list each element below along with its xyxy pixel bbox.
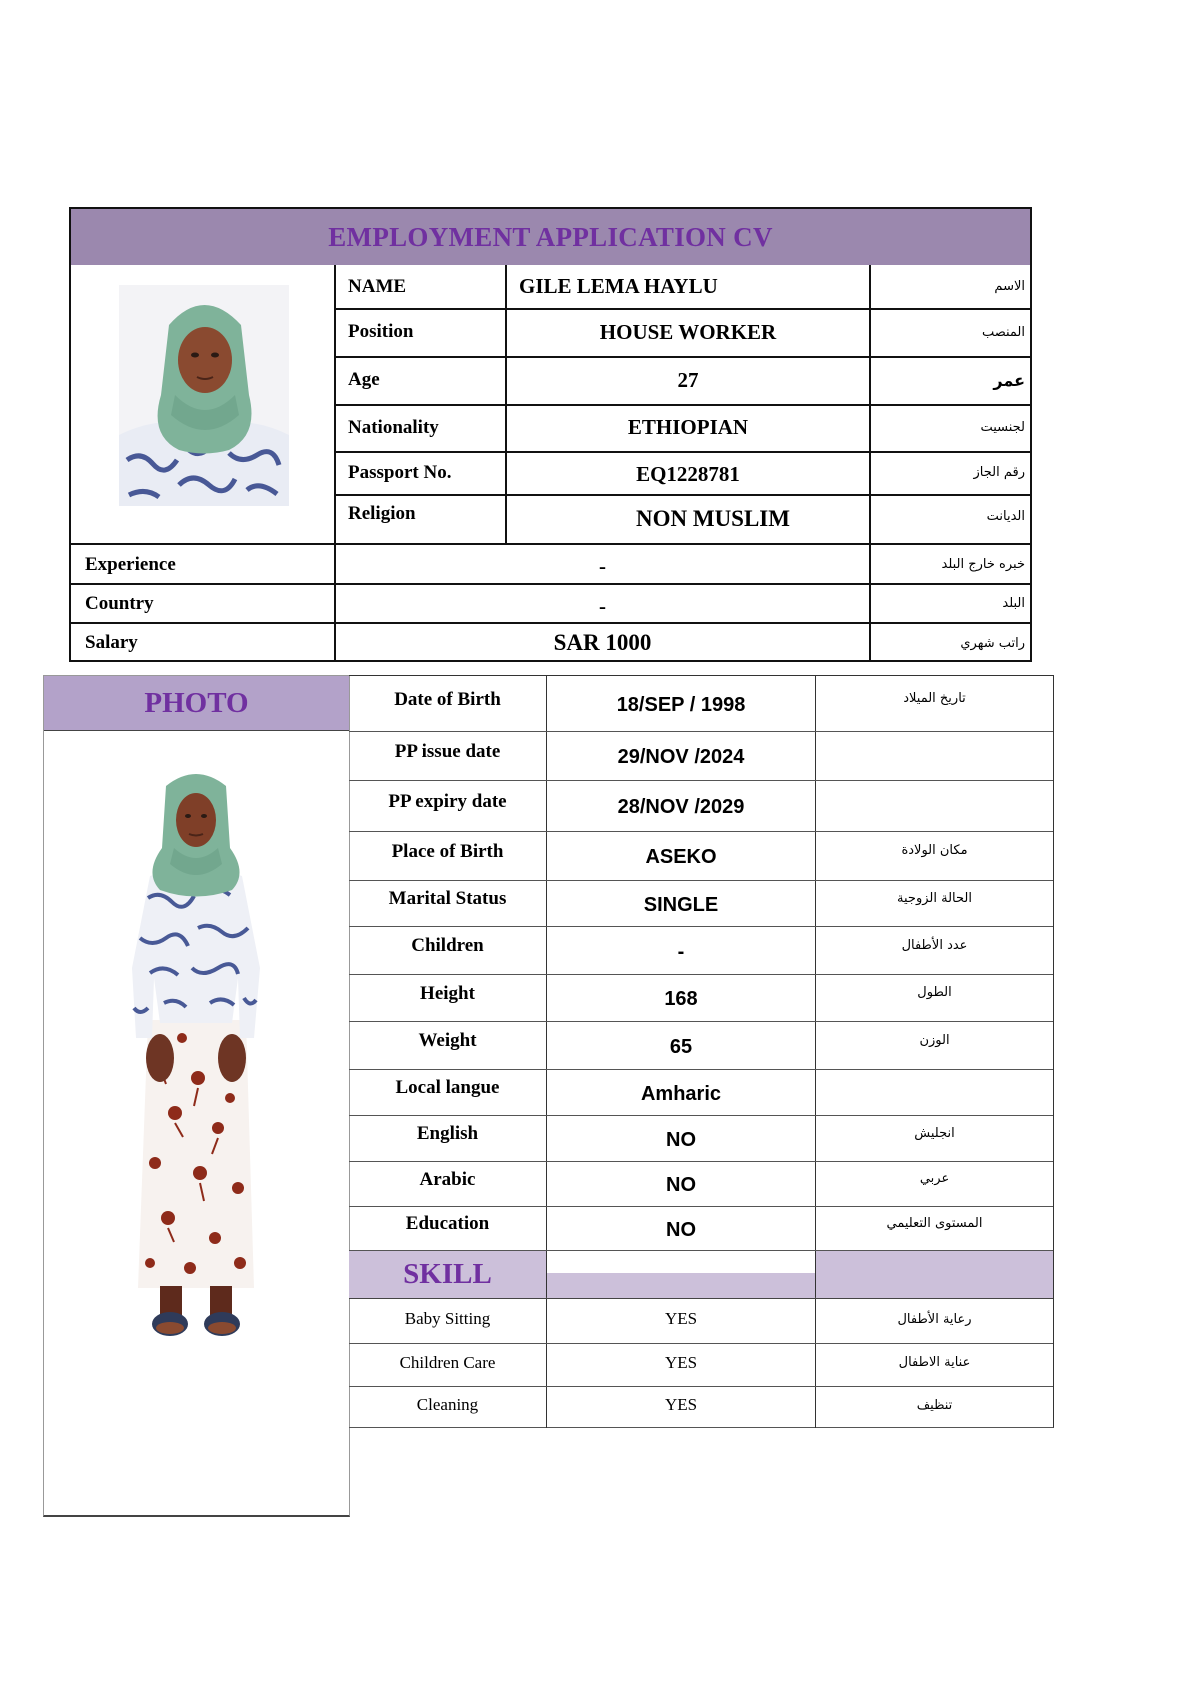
details-label: Children	[411, 935, 484, 956]
personal-info-table	[69, 207, 1032, 662]
details-row	[349, 926, 1053, 974]
value-experience: -	[599, 554, 606, 578]
full-body-photo	[120, 768, 272, 1348]
photo-header-label: PHOTO	[144, 686, 249, 719]
skill-header-cell	[349, 1251, 546, 1298]
row-divider	[349, 1021, 1053, 1022]
label-experience: Experience	[85, 553, 176, 575]
skill-row	[349, 1299, 1053, 1343]
details-label: Arabic	[419, 1168, 476, 1190]
arabic-name: الاسم	[994, 279, 1025, 294]
details-value: 18/SEP / 1998	[616, 694, 746, 716]
row-divider	[349, 1161, 1053, 1162]
skill-arabic: عناية الاطفال	[898, 1355, 971, 1370]
skill-row	[349, 1386, 1053, 1428]
details-arabic: تاريخ الميلاد	[903, 691, 966, 706]
details-row	[349, 731, 1053, 780]
details-value: NO	[666, 1128, 696, 1151]
label-age: Age	[348, 369, 380, 390]
label-passport: Passport No.	[348, 461, 452, 483]
document-title: EMPLOYMENT APPLICATION CV	[328, 221, 773, 252]
value-country: -	[599, 594, 606, 618]
label-country: Country	[85, 592, 154, 614]
details-row	[349, 676, 1053, 731]
row-divider	[349, 974, 1053, 975]
details-arabic: المستوى التعليمي	[886, 1215, 983, 1231]
details-arabic: مكان الولادة	[901, 843, 968, 858]
value-name: GILE LEMA HAYLU	[519, 274, 718, 298]
details-label: Date of Birth	[394, 688, 501, 710]
skill-header-fill	[547, 1273, 815, 1298]
arabic-experience: خبره خارج البلد	[941, 557, 1025, 572]
skill-header-fill	[816, 1251, 1053, 1298]
skill-row	[349, 1343, 1053, 1386]
label-position: Position	[348, 321, 414, 342]
details-label: Weight	[418, 1030, 477, 1051]
arabic-salary: راتب شهري	[960, 635, 1025, 651]
details-value: ASEKO	[645, 846, 717, 868]
arabic-passport: رقم الجاز	[973, 465, 1025, 480]
details-label: Education	[405, 1213, 490, 1234]
details-row	[349, 1069, 1053, 1115]
row-divider	[349, 780, 1053, 781]
details-arabic	[816, 1069, 1053, 1105]
details-label: Marital Status	[388, 888, 507, 909]
skill-value: YES	[664, 1395, 698, 1414]
details-arabic: الحالة الزوجية	[897, 890, 972, 906]
details-row	[349, 1161, 1053, 1206]
details-row	[349, 831, 1053, 880]
details-label: Place of Birth	[391, 840, 504, 862]
details-row	[349, 1021, 1053, 1069]
photo-column	[43, 675, 350, 1517]
value-religion: NON MUSLIM	[636, 506, 790, 531]
value-salary: SAR 1000	[553, 630, 652, 655]
skill-arabic: رعاية الأطفال	[897, 1311, 972, 1327]
arabic-religion: الديانت	[986, 508, 1025, 524]
details-value: SINGLE	[643, 893, 719, 916]
headshot-photo	[119, 285, 289, 506]
value-age: 27	[677, 367, 699, 392]
details-value: 29/NOV /2024	[617, 746, 745, 768]
details-value: -	[677, 940, 685, 963]
details-label: PP issue date	[394, 740, 501, 762]
label-nationality: Nationality	[348, 416, 439, 438]
label-name: NAME	[348, 275, 407, 297]
row-divider	[349, 1069, 1053, 1070]
details-row	[349, 974, 1053, 1021]
details-label: Local langue	[395, 1077, 500, 1098]
skill-value: YES	[664, 1309, 698, 1328]
label-salary: Salary	[85, 632, 138, 653]
details-row	[349, 1115, 1053, 1161]
details-value: 168	[664, 988, 698, 1010]
arabic-position: المنصب	[981, 324, 1025, 340]
label-religion: Religion	[348, 503, 416, 524]
details-row	[349, 780, 1053, 831]
photo-header	[44, 676, 349, 731]
skill-header-label: SKILL	[403, 1258, 492, 1290]
value-passport: EQ1228781	[636, 462, 740, 486]
details-row	[349, 1206, 1053, 1250]
details-value: Amharic	[640, 1082, 722, 1105]
value-position: HOUSE WORKER	[599, 319, 777, 344]
arabic-country: البلد	[1002, 596, 1025, 611]
row-divider	[349, 880, 1053, 881]
details-arabic: الوزن	[919, 1032, 950, 1048]
details-value: 28/NOV /2029	[617, 796, 745, 818]
skill-label: Children Care	[399, 1352, 496, 1372]
details-label: PP expiry date	[388, 790, 507, 812]
arabic-nationality: لجنسيت	[980, 420, 1025, 435]
skill-label: Baby Sitting	[404, 1309, 491, 1328]
details-value: NO	[666, 1218, 696, 1241]
row-divider	[349, 1115, 1053, 1116]
value-nationality: ETHIOPIAN	[627, 415, 749, 439]
details-label: Height	[420, 982, 475, 1004]
details-arabic: انجليش	[914, 1125, 955, 1141]
details-arabic: عربي	[919, 1171, 950, 1186]
document-header	[71, 209, 1030, 265]
arabic-age: عمر	[993, 370, 1025, 390]
skill-value: YES	[664, 1352, 698, 1372]
skill-header-row	[349, 1250, 1053, 1299]
top-col-divider-3	[869, 265, 871, 660]
details-row	[349, 880, 1053, 926]
details-arabic: الطول	[917, 985, 952, 1000]
headshot-cell	[71, 265, 336, 544]
details-value: 65	[669, 1035, 693, 1058]
row-divider	[349, 1343, 1053, 1344]
row-divider	[349, 831, 1053, 832]
details-label: English	[416, 1123, 479, 1144]
details-table	[349, 675, 1054, 1428]
row-divider	[349, 926, 1053, 927]
row-divider	[349, 1206, 1053, 1207]
details-arabic	[816, 780, 1053, 821]
row-divider	[349, 1386, 1053, 1387]
details-arabic: عدد الأطفال	[901, 937, 968, 953]
details-value: NO	[666, 1174, 696, 1196]
skill-label: Cleaning	[416, 1395, 479, 1414]
row-divider	[349, 731, 1053, 732]
skill-arabic: تنظيف	[916, 1397, 953, 1413]
details-arabic	[816, 731, 1053, 770]
